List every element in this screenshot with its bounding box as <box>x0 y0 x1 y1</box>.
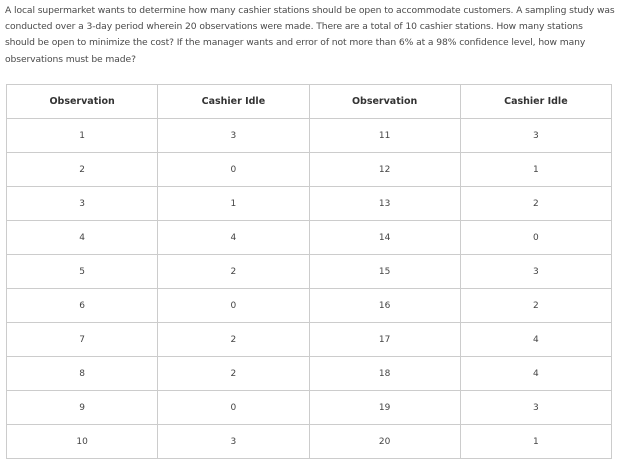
table-row <box>7 425 612 459</box>
table-cell: 12 <box>309 153 460 187</box>
table-cell: 7 <box>7 323 158 357</box>
table-row <box>7 289 612 323</box>
table-row <box>7 255 612 289</box>
table-row <box>7 187 612 221</box>
table-cell: 18 <box>309 357 460 391</box>
table-cell: 1 <box>7 119 158 153</box>
table-cell: 10 <box>7 425 158 459</box>
table-cell: 14 <box>309 221 460 255</box>
table-cell: 16 <box>309 289 460 323</box>
table-cell: 8 <box>7 357 158 391</box>
table-cell: 3 <box>460 255 611 289</box>
table-cell: 6 <box>7 289 158 323</box>
table-cell: 20 <box>309 425 460 459</box>
table-cell: 11 <box>309 119 460 153</box>
table-cell: 3 <box>158 119 309 153</box>
observation-table <box>6 84 612 459</box>
table-row <box>7 153 612 187</box>
table-cell: 3 <box>158 425 309 459</box>
table-cell: 2 <box>158 323 309 357</box>
table-cell: 15 <box>309 255 460 289</box>
table-cell: 2 <box>460 289 611 323</box>
header-cashier-idle-2: Cashier Idle <box>460 85 611 119</box>
table-cell: 9 <box>7 391 158 425</box>
table-cell: 0 <box>158 289 309 323</box>
table-cell: 1 <box>460 153 611 187</box>
table-row <box>7 391 612 425</box>
table-row <box>7 323 612 357</box>
table-cell: 0 <box>158 391 309 425</box>
table-row <box>7 357 612 391</box>
table-cell: 19 <box>309 391 460 425</box>
table-cell: 4 <box>7 221 158 255</box>
table-cell: 2 <box>158 255 309 289</box>
table-cell: 2 <box>158 357 309 391</box>
table-cell: 1 <box>460 425 611 459</box>
table-cell: 4 <box>158 221 309 255</box>
table-cell: 1 <box>158 187 309 221</box>
table-cell: 3 <box>460 119 611 153</box>
table-cell: 4 <box>460 357 611 391</box>
header-cashier-idle-1: Cashier Idle <box>158 85 309 119</box>
table-cell: 5 <box>7 255 158 289</box>
table-cell: 2 <box>7 153 158 187</box>
table-cell: 3 <box>460 391 611 425</box>
table-cell: 2 <box>460 187 611 221</box>
table-cell: 4 <box>460 323 611 357</box>
table-cell: 0 <box>460 221 611 255</box>
table-cell: 17 <box>309 323 460 357</box>
table-row <box>7 221 612 255</box>
header-observation-2: Observation <box>309 85 460 119</box>
table-header-row <box>7 85 612 119</box>
question-text: A local supermarket wants to determine how many cashier stations should be open to accommodate customers. A sampling study was conducted over a 3-day period wherein 20 observations were made. There are a total of 10 cashier stations. How many stations should be open to minimize the cost? If the manager wants and error of not more than 6% at a 98% confidence level, how many observations must be made? <box>5 5 615 65</box>
header-observation-1: Observation <box>7 85 158 119</box>
table-cell: 0 <box>158 153 309 187</box>
table-cell: 13 <box>309 187 460 221</box>
table-row <box>7 119 612 153</box>
table-cell: 3 <box>7 187 158 221</box>
